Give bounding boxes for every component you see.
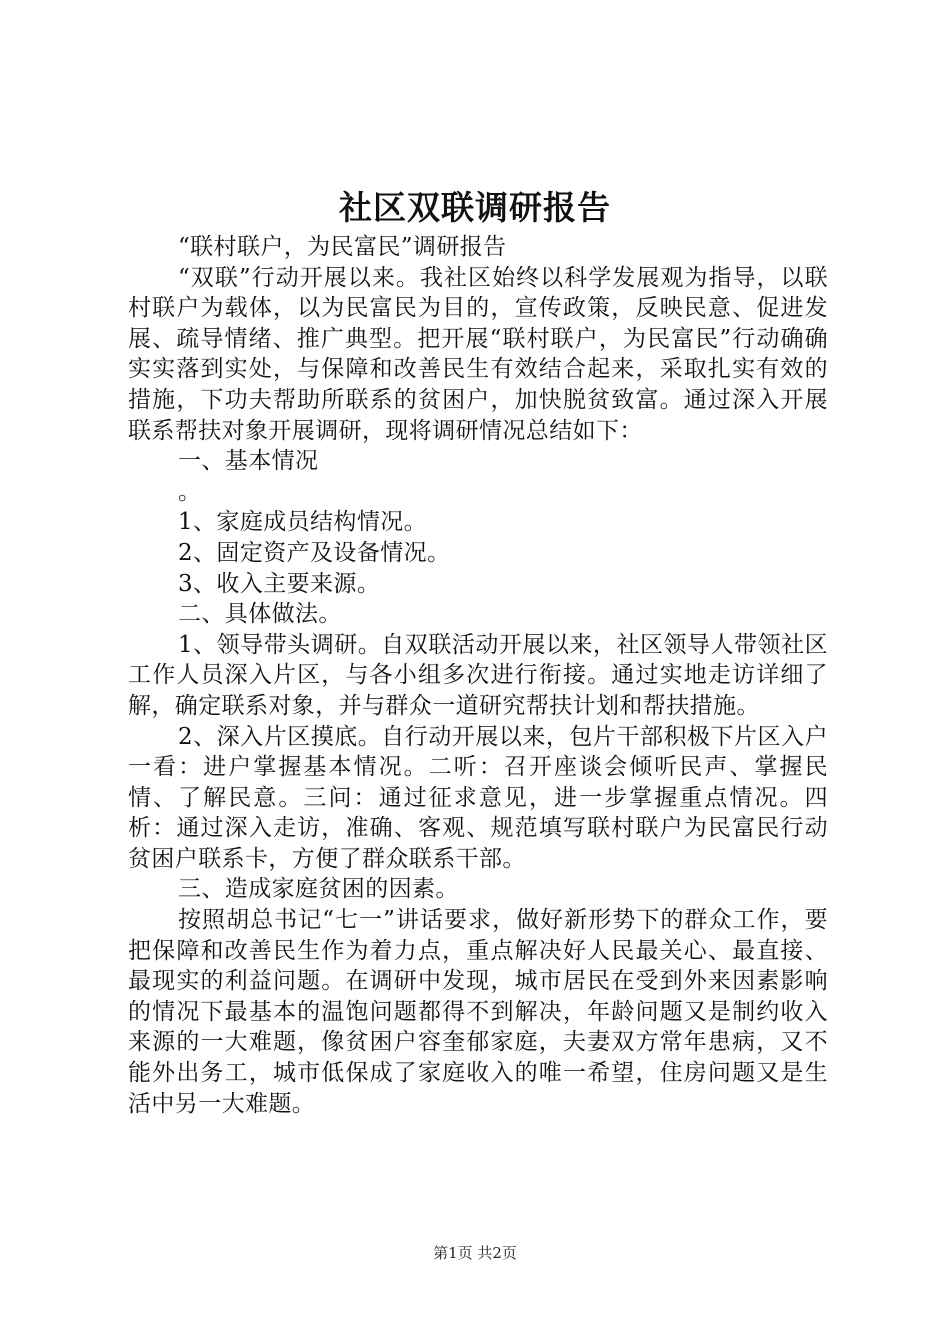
document-title: 社区双联调研报告 <box>339 188 611 227</box>
subtitle-paragraph: “联村联户，为民富民”调研报告 <box>178 234 507 260</box>
section-heading-methods: 二、具体做法。 <box>178 601 342 628</box>
list-item-family-structure: 1、家庭成员结构情况。 <box>178 509 428 536</box>
section-heading-basic: 一、基本情况 <box>178 448 319 475</box>
section-heading-poverty-factors: 三、造成家庭贫困的因素。 <box>178 876 459 903</box>
list-item-income-source: 3、收入主要来源。 <box>178 570 381 597</box>
method-paragraph-leadership: 1、领导带头调研。自双联活动开展以来，社区领导人带领社区工作人员深入片区，与各小组多次进行衔接。通过实地走访详细了解，确定联系对象，并与群众一道研究帮扶计划和帮扶措施。 <box>128 631 828 719</box>
intro-paragraph: “双联”行动开展以来。我社区始终以科学发展观为指导，以联村联户为载体，以为民富民为目的，宣传政策，反映民意、促进发展、疏导情绪、推广典型。把开展“联村联户，为民富民”行动确确实实落到实处，与保障和改善民生有效结合起来，采取扎实有效的措施，下功夫帮助所联系的贫困户，加快脱贫致富。通过深入开展联系帮扶对象开展调研，现将调研情况总结如下： <box>128 264 828 444</box>
poverty-factors-paragraph: 按照胡总书记“七一”讲话要求，做好新形势下的群众工作，要把保障和改善民生作为着力点，重点解决好人民最关心、最直接、最现实的利益问题。在调研中发现，城市居民在受到外来因素影响的情况下最基本的温饱问题都得不到解决，年龄问题又是制约收入来源的一大难题，像贫困户容奎郁家庭，夫妻双方常年患病，又不能外出务工，城市低保成了家庭收入的唯一希望，住房问题又是生活中另一大难题。 <box>128 907 828 1117</box>
page-footer: 第1页 共2页 <box>433 1244 517 1262</box>
document-body <box>128 232 828 1119</box>
list-item-fixed-assets: 2、固定资产及设备情况。 <box>178 539 451 566</box>
paragraph-period: 。 <box>178 478 202 505</box>
method-paragraph-survey: 2、深入片区摸底。自行动开展以来，包片干部积极下片区入户一看：进户掌握基本情况。二听：召开座谈会倾听民声、掌握民情、了解民意。三问：通过征求意见，进一步掌握重点情况。四析：通过深入走访，准确、客观、规范填写联村联户为民富民行动贫困户联系卡，方便了群众联系干部。 <box>128 723 828 872</box>
